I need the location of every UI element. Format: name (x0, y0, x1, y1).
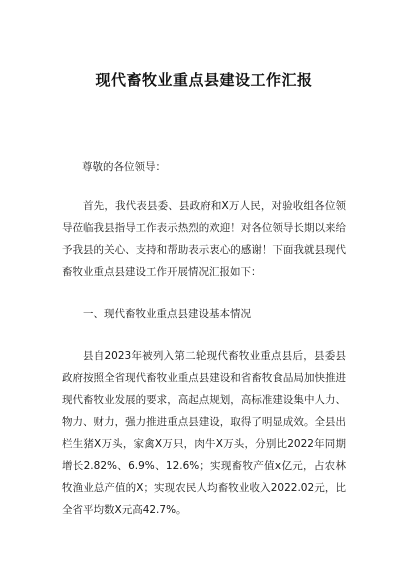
paragraph-basic-situation: 县自2023年被列入第二轮现代畜牧业重点县后，县委县政府按照全省现代畜牧业重点县建设和省畜牧食品局加快推进现代畜牧业发展的要求，高起点规划，高标准建设集中人力、物力、财力，强力推进重点县建设，取得了明显成效。全县出栏生猪X万头，家禽X万只，肉牛X万头，分别比2022年同期增长2.82%、6.9%、12.6%；实现畜牧产值x亿元，占农林牧渔业总产值的X；实现农民人均畜牧业收入2022.02元，比全省平均数X元高42.7%。 (62, 350, 346, 516)
document-title: 现代畜牧业重点县建设工作汇报 (95, 71, 313, 89)
salutation: 尊敬的各位领导： (82, 161, 166, 173)
section-heading: 一、现代畜牧业重点县建设基本情况 (83, 308, 251, 320)
paragraph-introduction: 首先，我代表县委、县政府和X万人民，对验收组各位领导莅临我县指导工作表示热烈的欢迎！对各位领导长期以来给予我县的关心、支持和帮助表示衷心的感谢！下面我就县现代畜牧业重点县建设工作开展情况汇报如下： (62, 200, 346, 278)
